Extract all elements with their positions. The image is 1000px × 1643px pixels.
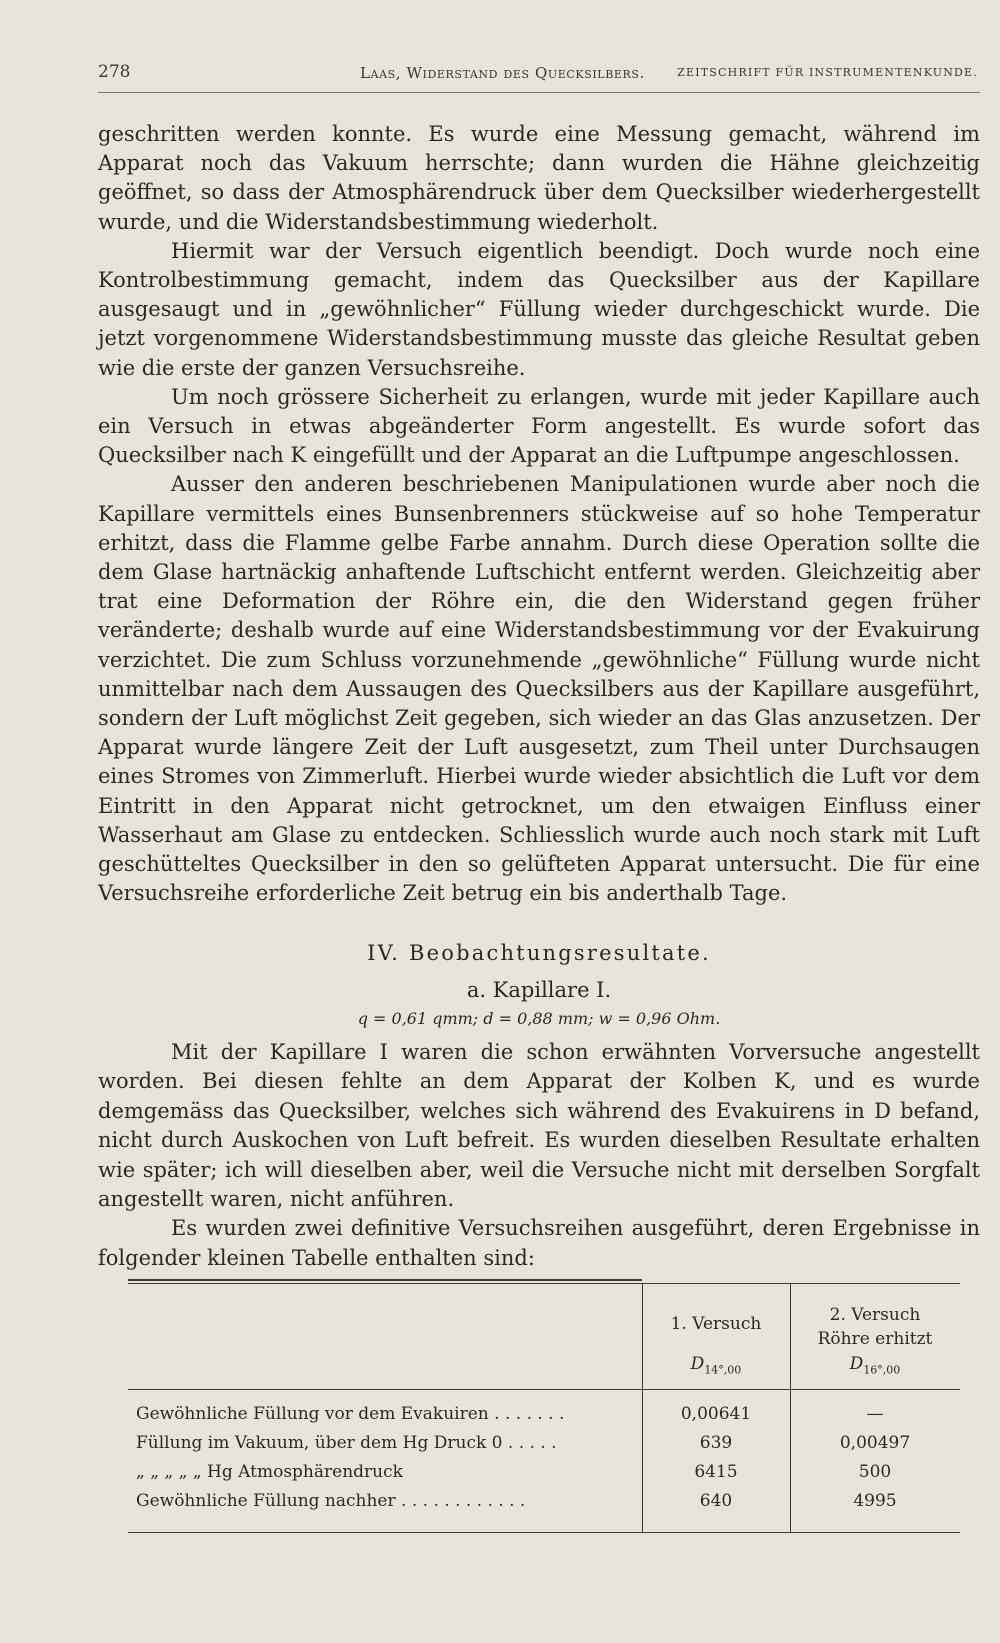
paragraph: Es wurden zwei definitive Versuchsreihen ausgeführt, deren Ergebnisse in folgender kleinen Tabelle enthalten sind: [98, 1216, 980, 1270]
paragraph: Um noch grössere Sicherheit zu erlangen, wurde mit jeder Kapillare auch ein Versuch in etwas abgeänderter Form angestellt. Es wurde sofort das Quecksilber nach K eingefüllt und der Apparat an die Luftpumpe angeschlossen. [98, 384, 980, 468]
paragraph: Ausser den anderen beschriebenen Manipulationen wurde aber noch die Kapillare vermittels eines Bunsenbrenners stückweise auf so hohe Temperatur erhitzt, dass die Flamme gelbe Farbe annahm. Durch diese Operation sollte die dem Glase hartnäckig anhaftende Luftschicht entfernt werden. Gleichzeitig aber trat eine Deformation der Röhre ein, die den Widerstand gegen früher veränderte; deshalb wurde auf eine Widerstandsbestimmung vor der Evakuirung verzichtet. Die zum Schluss vorzunehmende „gewöhnliche“ Füllung wurde nicht unmittelbar nach dem Aussaugen des Quecksilbers aus der Kapillare ausgeführt, sondern der Luft möglichst Zeit gegeben, sich wieder an das Glas anzusetzen. Der Apparat wurde längere Zeit der Luft ausgesetzt, zum Theil unter Durchsaugen eines Stromes von Zimmerluft. Hierbei wurde wieder absichtlich die Luft vor dem Eintritt in den Apparat nicht getrocknet, um den etwaigen Einfluss einer Wasserhaut am Glase zu entdecken. Schliesslich wurde auch noch stark mit Luft geschütteltes Quecksilber in den so gelüfteten Apparat untersucht. Die für eine Versuchsreihe erforderliche Zeit betrug ein bis anderthalb Tage. [98, 472, 980, 906]
table-column-subheader [642, 1354, 790, 1376]
table-column-header [642, 1312, 790, 1336]
header-rule [98, 92, 980, 93]
column-header-label: 1. Versuch [670, 1314, 762, 1334]
table-row-label: Gewöhnliche Füllung nachher . . . . . . . . . . . . [136, 1491, 526, 1511]
paragraph: geschritten werden konnte. Es wurde eine Messung gemacht, während im Apparat noch das Vakuum herrschte; dann wurden die Hähne gleichzeitig geöffnet, so dass der Atmosphärendruck über dem Quecksilber wiederhergestellt wurde, und die Widerstandsbestimmung wiederholt. [98, 122, 980, 234]
table-cell: 0,00641 [680, 1404, 752, 1424]
paragraph: Mit der Kapillare I waren die schon erwähnten Vorversuche angestellt worden. Bei diesen fehlte an dem Apparat der Kolben K, und es wurde demgemäss das Quecksilber, welches sich während des Evakuirens in D befand, nicht durch Auskochen von Luft befreit. Es wurden dieselben Resultate erhalten wie später; ich will dieselben aber, weil die Versuche nicht mit derselben Sorgfalt angestellt waren, nicht anführen. [98, 1040, 980, 1212]
table-rule [128, 1279, 642, 1281]
subheader-base: D [849, 1354, 864, 1374]
table-cell: 639 [699, 1433, 733, 1453]
subheader-index: 14°,00 [704, 1363, 742, 1377]
page-header [98, 62, 980, 86]
body-text [98, 120, 980, 908]
table-row-label: Gewöhnliche Füllung vor dem Evakuiren . . . . . . . [136, 1404, 565, 1424]
table-cell: 640 [699, 1491, 733, 1511]
page-number: 278 [98, 62, 131, 82]
table-bottom-rule [128, 1532, 960, 1533]
table-row-label: Füllung im Vakuum, über dem Hg Druck 0 . . . . . [136, 1433, 557, 1453]
table-row [128, 1404, 960, 1432]
table-cell: — [866, 1404, 884, 1424]
table-row [128, 1491, 960, 1519]
subsection-heading: a. Kapillare I. [466, 978, 612, 1002]
table-header-rule [128, 1389, 960, 1390]
table-rule [128, 1283, 960, 1284]
paragraph: Hiermit war der Versuch eigentlich beendigt. Doch wurde noch eine Kontrolbestimmung gemacht, indem das Quecksilber aus der Kapillare ausgesaugt und in „gewöhnlicher“ Füllung wieder durchgeschickt wurde. Die jetzt vorgenommene Widerstandsbestimmung musste das gleiche Resultat geben wie die erste der ganzen Versuchsreihe. [98, 238, 980, 380]
table-cell: 6415 [694, 1462, 738, 1482]
journal-title: ZEITSCHRIFT FÜR INSTRUMENTENKUNDE. [677, 66, 978, 79]
table-row-label: „ „ „ „ „ Hg Atmosphärendruck [136, 1462, 403, 1482]
section-heading: IV. Beobachtungsresultate. [367, 941, 711, 965]
column-header-label: Röhre erhitzt [817, 1329, 933, 1349]
subheader-base: D [690, 1354, 705, 1374]
running-title: Laas, Widerstand des Quecksilbers. [360, 64, 645, 82]
table-column-header [790, 1303, 960, 1351]
column-header-label: 2. Versuch [829, 1305, 921, 1325]
capillary-parameters: q = 0,61 qmm; d = 0,88 mm; w = 0,96 Ohm. [357, 1009, 721, 1028]
table-cell: 0,00497 [839, 1433, 911, 1453]
table-column-subheader [790, 1354, 960, 1376]
table-cell: 4995 [853, 1491, 897, 1511]
subheader-index: 16°,00 [863, 1363, 901, 1377]
table-row [128, 1462, 960, 1490]
body-text-2 [98, 1038, 980, 1273]
table-cell: 500 [858, 1462, 892, 1482]
table-row [128, 1433, 960, 1461]
